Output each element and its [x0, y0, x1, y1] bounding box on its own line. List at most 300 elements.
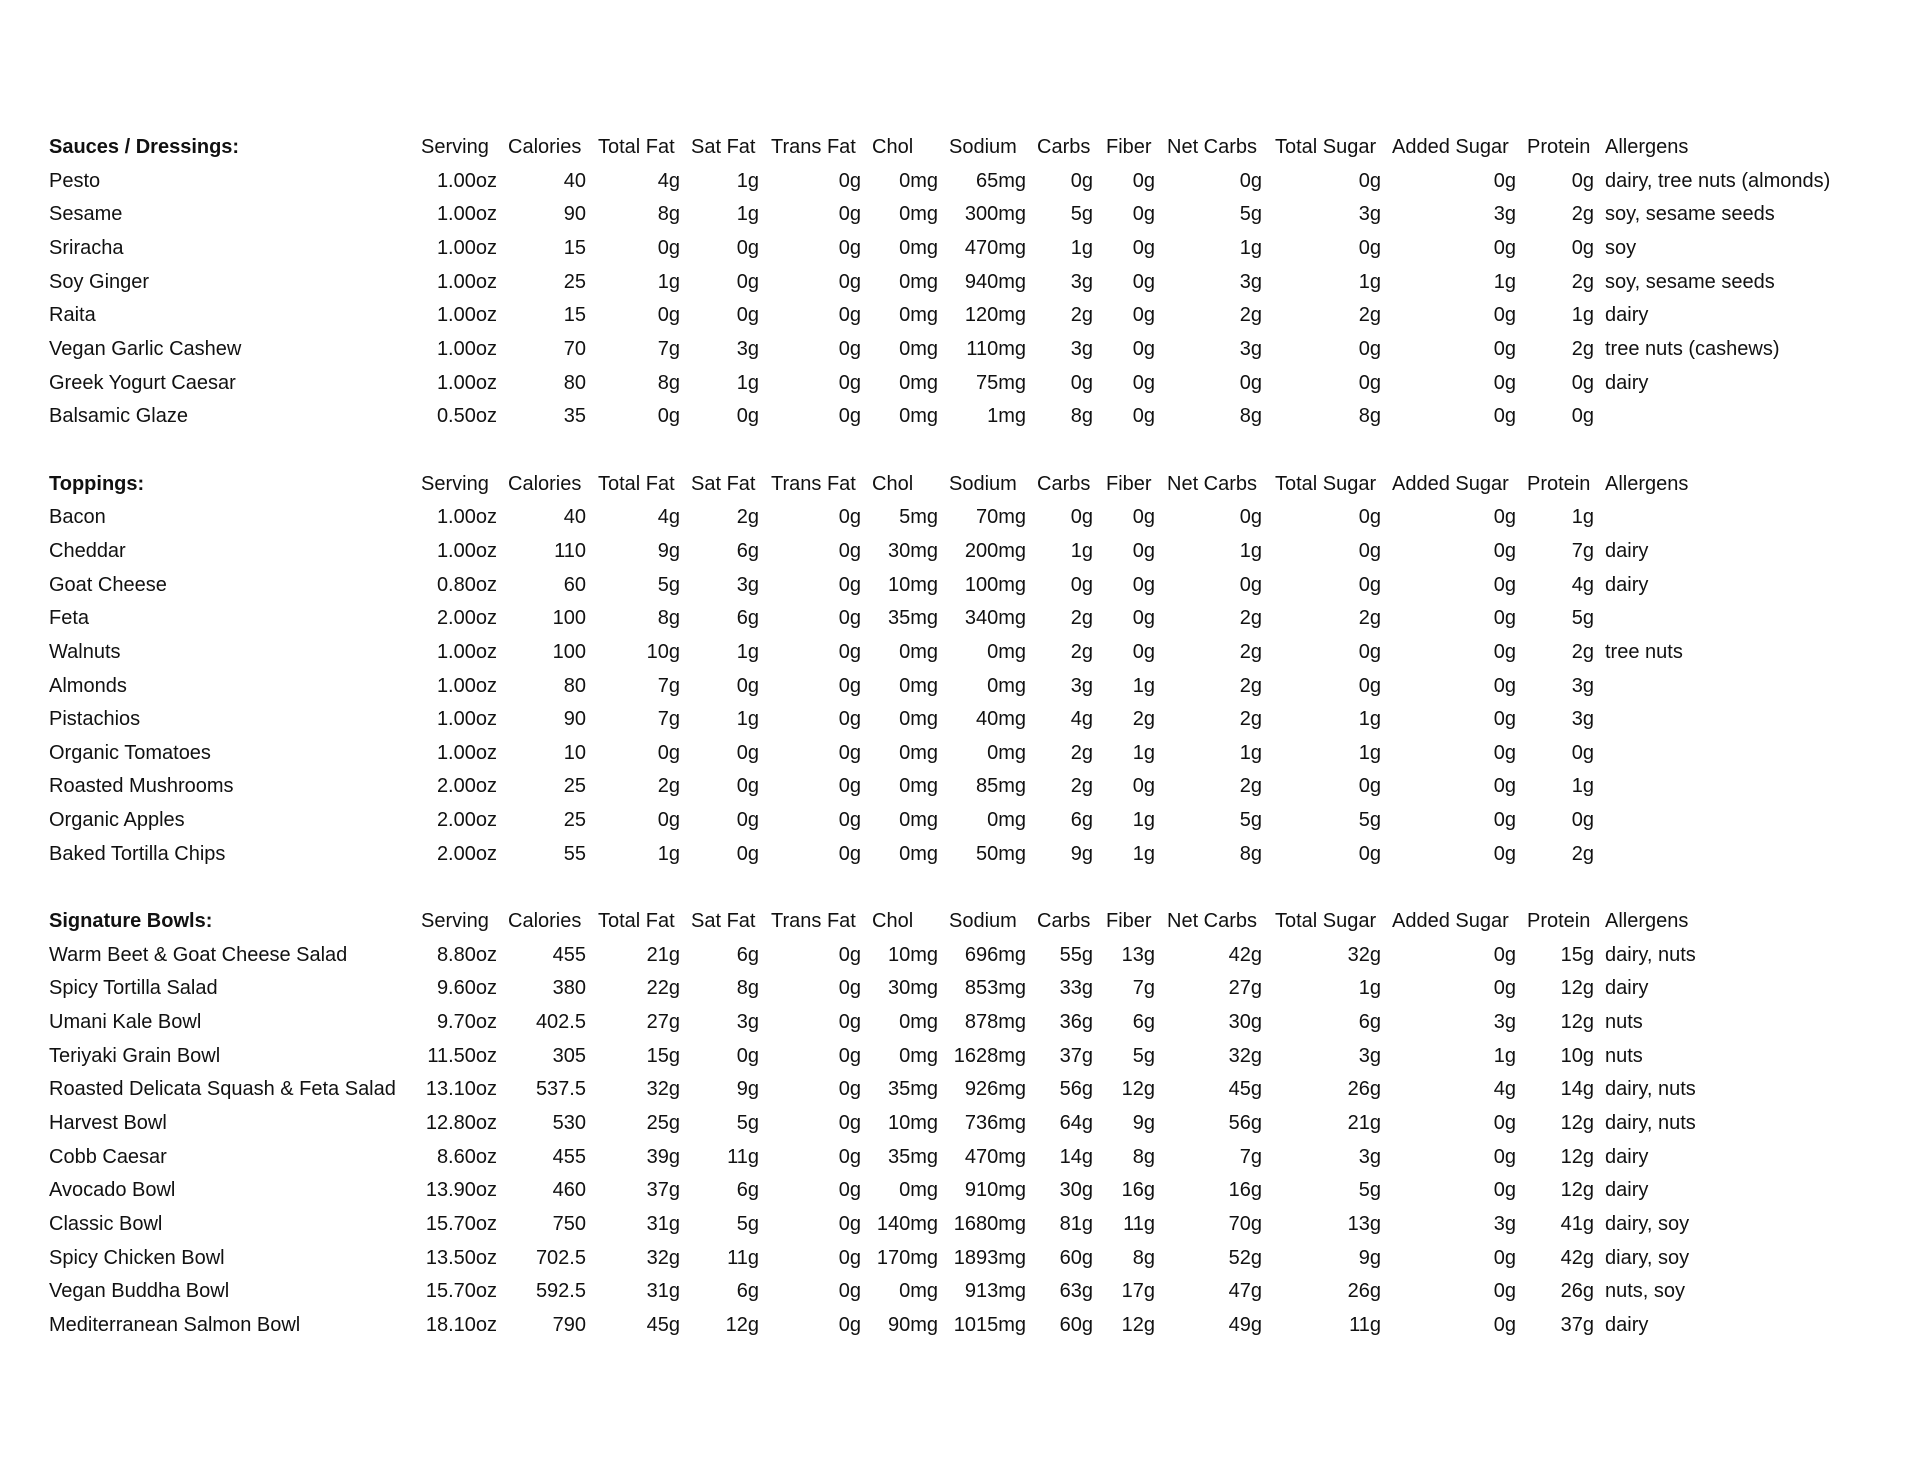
- cell-sat-fat: 0g: [736, 236, 759, 259]
- cell-carbs: 2g: [1070, 741, 1093, 764]
- cell-serving: 15.70oz: [425, 1280, 497, 1303]
- cell-trans-fat: 0g: [838, 236, 861, 259]
- cell-added-sugar: 0g: [1493, 1246, 1516, 1269]
- cell-item-name: Pesto: [49, 169, 101, 192]
- cell-total-fat: 22g: [646, 977, 680, 1000]
- cell-protein: 1g: [1571, 506, 1594, 529]
- cell-sodium: 736mg: [964, 1112, 1026, 1135]
- cell-added-sugar: 0g: [1493, 304, 1516, 327]
- cell-protein: 1g: [1571, 304, 1594, 327]
- cell-sat-fat: 12g: [725, 1313, 759, 1336]
- section-header-row: [0, 905, 1920, 939]
- cell-total-fat: 8g: [657, 371, 680, 394]
- cell-chol: 140mg: [876, 1213, 938, 1235]
- cell-fiber: 0g: [1132, 270, 1155, 293]
- cell-sat-fat: 6g: [736, 607, 759, 630]
- cell-calories: 25: [563, 809, 586, 832]
- cell-added-sugar: 0g: [1493, 741, 1516, 764]
- cell-chol: 30mg: [887, 539, 938, 562]
- table-row: [0, 737, 1920, 771]
- cell-total-sugar: 0g: [1358, 539, 1381, 562]
- cell-net-carbs: 7g: [1239, 1145, 1262, 1168]
- cell-allergens: dairy, tree nuts (almonds): [1605, 169, 1831, 192]
- table-row: [0, 1309, 1920, 1343]
- cell-allergens: nuts: [1605, 1044, 1643, 1067]
- cell-net-carbs: 30g: [1228, 1011, 1262, 1034]
- cell-fiber: 0g: [1132, 506, 1155, 529]
- column-header-added-sugar: Added Sugar: [1392, 910, 1509, 933]
- cell-total-sugar: 8g: [1358, 405, 1381, 428]
- cell-trans-fat: 0g: [838, 1179, 861, 1202]
- cell-total-fat: 0g: [657, 405, 680, 428]
- column-header-allergens: Allergens: [1605, 472, 1689, 495]
- cell-chol: 0mg: [899, 270, 938, 293]
- cell-calories: 100: [552, 607, 586, 630]
- cell-net-carbs: 16g: [1228, 1179, 1262, 1202]
- cell-calories: 25: [563, 775, 586, 798]
- cell-sat-fat: 0g: [736, 674, 759, 697]
- column-header-total-sugar: Total Sugar: [1275, 472, 1377, 495]
- cell-protein: 3g: [1571, 674, 1594, 697]
- cell-carbs: 4g: [1070, 708, 1093, 731]
- cell-sodium: 696mg: [964, 943, 1026, 966]
- cell-carbs: 0g: [1070, 371, 1093, 394]
- cell-net-carbs: 3g: [1239, 270, 1262, 293]
- cell-sat-fat: 1g: [736, 169, 759, 192]
- section-title: Toppings:: [49, 472, 145, 495]
- section-title: Signature Bowls:: [49, 910, 213, 933]
- table-row: [0, 636, 1920, 670]
- cell-trans-fat: 0g: [838, 573, 861, 596]
- cell-net-carbs: 1g: [1239, 236, 1262, 259]
- cell-net-carbs: 49g: [1228, 1313, 1262, 1336]
- cell-protein: 0g: [1571, 371, 1594, 394]
- column-header-allergens: Allergens: [1605, 136, 1689, 158]
- table-row: [0, 232, 1920, 266]
- cell-serving: 2.00oz: [436, 809, 497, 832]
- cell-total-sugar: 1g: [1358, 270, 1381, 293]
- cell-total-fat: 8g: [657, 607, 680, 630]
- cell-calories: 790: [552, 1313, 586, 1336]
- cell-carbs: 30g: [1059, 1179, 1093, 1202]
- cell-added-sugar: 0g: [1493, 1145, 1516, 1168]
- cell-total-sugar: 3g: [1358, 1145, 1381, 1168]
- cell-sodium: 100mg: [964, 573, 1026, 596]
- cell-item-name: Mediterranean Salmon Bowl: [49, 1313, 301, 1336]
- cell-added-sugar: 3g: [1493, 1011, 1516, 1034]
- cell-calories: 380: [552, 977, 586, 1000]
- cell-fiber: 1g: [1132, 809, 1155, 832]
- column-header-serving: Serving: [421, 136, 489, 158]
- column-header-sodium: Sodium: [949, 136, 1017, 158]
- cell-item-name: Classic Bowl: [49, 1213, 163, 1235]
- cell-serving: 18.10oz: [425, 1313, 497, 1336]
- cell-protein: 12g: [1560, 1011, 1594, 1034]
- column-header-sodium: Sodium: [949, 472, 1017, 495]
- cell-added-sugar: 0g: [1493, 371, 1516, 394]
- cell-item-name: Harvest Bowl: [49, 1112, 167, 1135]
- cell-serving: 13.50oz: [425, 1246, 497, 1269]
- cell-trans-fat: 0g: [838, 304, 861, 327]
- cell-carbs: 0g: [1070, 573, 1093, 596]
- cell-protein: 2g: [1571, 270, 1594, 293]
- cell-chol: 35mg: [887, 607, 938, 630]
- cell-total-sugar: 3g: [1358, 1044, 1381, 1067]
- column-header-allergens: Allergens: [1605, 910, 1689, 933]
- cell-calories: 15: [563, 304, 586, 327]
- cell-fiber: 8g: [1132, 1145, 1155, 1168]
- cell-sodium: 913mg: [964, 1280, 1026, 1303]
- cell-trans-fat: 0g: [838, 977, 861, 1000]
- cell-protein: 42g: [1560, 1246, 1594, 1269]
- cell-fiber: 0g: [1132, 405, 1155, 428]
- cell-allergens: dairy: [1605, 977, 1649, 1000]
- cell-carbs: 63g: [1059, 1280, 1093, 1303]
- cell-total-sugar: 2g: [1358, 304, 1381, 327]
- cell-trans-fat: 0g: [838, 842, 861, 865]
- cell-added-sugar: 0g: [1493, 640, 1516, 663]
- cell-net-carbs: 0g: [1239, 371, 1262, 394]
- cell-protein: 0g: [1571, 236, 1594, 259]
- cell-total-sugar: 0g: [1358, 371, 1381, 394]
- cell-sodium: 85mg: [975, 775, 1026, 798]
- cell-total-sugar: 11g: [1349, 1313, 1381, 1336]
- cell-carbs: 60g: [1059, 1313, 1093, 1336]
- cell-total-fat: 7g: [657, 708, 680, 731]
- cell-total-sugar: 21g: [1347, 1112, 1381, 1135]
- table-row: [0, 1174, 1920, 1208]
- cell-sodium: 878mg: [964, 1011, 1026, 1034]
- cell-net-carbs: 1g: [1239, 741, 1262, 764]
- cell-sodium: 120mg: [964, 304, 1026, 327]
- cell-protein: 12g: [1560, 1145, 1594, 1168]
- cell-sodium: 0mg: [987, 809, 1026, 832]
- cell-protein: 37g: [1560, 1313, 1594, 1336]
- column-header-protein: Protein: [1527, 136, 1591, 158]
- cell-carbs: 2g: [1070, 304, 1093, 327]
- cell-sodium: 910mg: [964, 1179, 1026, 1202]
- cell-total-fat: 32g: [646, 1078, 680, 1101]
- cell-serving: 1.00oz: [436, 539, 497, 562]
- cell-carbs: 64g: [1059, 1112, 1093, 1135]
- cell-sat-fat: 1g: [736, 371, 759, 394]
- cell-added-sugar: 0g: [1493, 1280, 1516, 1303]
- cell-fiber: 0g: [1132, 169, 1155, 192]
- cell-net-carbs: 27g: [1228, 977, 1262, 1000]
- cell-net-carbs: 5g: [1239, 203, 1262, 226]
- table-row: [0, 367, 1920, 401]
- table-row: [0, 165, 1920, 199]
- cell-serving: 1.00oz: [436, 741, 497, 764]
- cell-added-sugar: 0g: [1493, 539, 1516, 562]
- cell-chol: 0mg: [899, 1044, 938, 1067]
- cell-trans-fat: 0g: [838, 1145, 861, 1168]
- cell-fiber: 5g: [1132, 1044, 1155, 1067]
- cell-added-sugar: 0g: [1493, 405, 1516, 428]
- cell-chol: 0mg: [899, 1179, 938, 1202]
- cell-chol: 35mg: [887, 1145, 938, 1168]
- cell-trans-fat: 0g: [838, 539, 861, 562]
- cell-serving: 0.80oz: [436, 573, 497, 596]
- cell-item-name: Warm Beet & Goat Cheese Salad: [49, 943, 348, 966]
- cell-net-carbs: 0g: [1239, 573, 1262, 596]
- cell-carbs: 14g: [1059, 1145, 1093, 1168]
- cell-total-sugar: 0g: [1358, 775, 1381, 798]
- cell-sat-fat: 11g: [727, 1246, 759, 1269]
- column-header-sat-fat: Sat Fat: [691, 136, 756, 158]
- column-header-trans-fat: Trans Fat: [771, 910, 856, 933]
- cell-serving: 1.00oz: [436, 203, 497, 226]
- cell-allergens: dairy: [1605, 304, 1649, 327]
- table-row: [0, 1107, 1920, 1141]
- cell-fiber: 17g: [1121, 1280, 1155, 1303]
- cell-calories: 25: [563, 270, 586, 293]
- cell-total-fat: 21g: [646, 943, 680, 966]
- cell-total-fat: 0g: [657, 809, 680, 832]
- cell-total-fat: 8g: [657, 203, 680, 226]
- cell-net-carbs: 2g: [1239, 640, 1262, 663]
- cell-serving: 8.80oz: [436, 943, 497, 966]
- cell-protein: 1g: [1571, 775, 1594, 798]
- cell-serving: 1.00oz: [436, 236, 497, 259]
- cell-sodium: 1628mg: [953, 1044, 1026, 1067]
- cell-protein: 15g: [1560, 943, 1594, 966]
- cell-sat-fat: 0g: [736, 405, 759, 428]
- nutrition-table: [0, 131, 1920, 1343]
- cell-sat-fat: 0g: [736, 842, 759, 865]
- cell-fiber: 0g: [1132, 371, 1155, 394]
- cell-trans-fat: 0g: [838, 337, 861, 360]
- cell-added-sugar: 0g: [1493, 674, 1516, 697]
- cell-item-name: Soy Ginger: [49, 270, 150, 293]
- cell-sodium: 926mg: [964, 1078, 1026, 1101]
- cell-sat-fat: 1g: [736, 203, 759, 226]
- cell-sodium: 110mg: [966, 337, 1026, 360]
- cell-protein: 7g: [1571, 539, 1594, 562]
- cell-trans-fat: 0g: [838, 1313, 861, 1336]
- cell-sodium: 75mg: [975, 371, 1026, 394]
- table-row: [0, 299, 1920, 333]
- cell-trans-fat: 0g: [838, 1011, 861, 1034]
- cell-sat-fat: 6g: [736, 1280, 759, 1303]
- cell-fiber: 0g: [1132, 607, 1155, 630]
- column-header-chol: Chol: [872, 472, 914, 495]
- column-header-added-sugar: Added Sugar: [1392, 472, 1509, 495]
- cell-carbs: 0g: [1070, 169, 1093, 192]
- cell-protein: 41g: [1560, 1213, 1594, 1235]
- cell-total-fat: 1g: [657, 270, 680, 293]
- cell-trans-fat: 0g: [838, 1044, 861, 1067]
- cell-chol: 0mg: [899, 1011, 938, 1034]
- cell-trans-fat: 0g: [838, 741, 861, 764]
- column-header-fiber: Fiber: [1106, 910, 1152, 933]
- column-header-sat-fat: Sat Fat: [691, 910, 756, 933]
- cell-carbs: 2g: [1070, 640, 1093, 663]
- section-spacer: [0, 871, 1920, 905]
- cell-item-name: Bacon: [49, 506, 106, 529]
- cell-total-fat: 4g: [657, 506, 680, 529]
- cell-serving: 1.00oz: [436, 270, 497, 293]
- cell-sat-fat: 6g: [736, 1179, 759, 1202]
- cell-carbs: 3g: [1070, 337, 1093, 360]
- cell-total-fat: 0g: [657, 304, 680, 327]
- cell-sodium: 0mg: [987, 640, 1026, 663]
- cell-fiber: 1g: [1132, 842, 1155, 865]
- cell-protein: 0g: [1571, 405, 1594, 428]
- cell-total-fat: 37g: [646, 1179, 680, 1202]
- cell-chol: 10mg: [887, 1112, 938, 1135]
- cell-added-sugar: 4g: [1493, 1078, 1516, 1101]
- column-header-calories: Calories: [508, 136, 582, 158]
- table-row: [0, 400, 1920, 434]
- cell-added-sugar: 0g: [1493, 1313, 1516, 1336]
- cell-calories: 60: [563, 573, 586, 596]
- cell-sodium: 0mg: [987, 741, 1026, 764]
- cell-chol: 0mg: [899, 304, 938, 327]
- cell-carbs: 2g: [1070, 775, 1093, 798]
- cell-fiber: 1g: [1132, 674, 1155, 697]
- cell-serving: 1.00oz: [436, 169, 497, 192]
- cell-allergens: dairy, nuts: [1605, 1112, 1696, 1135]
- cell-fiber: 0g: [1132, 236, 1155, 259]
- cell-allergens: dairy, soy: [1605, 1213, 1690, 1235]
- cell-sodium: 1680mg: [953, 1213, 1026, 1235]
- cell-trans-fat: 0g: [838, 371, 861, 394]
- cell-net-carbs: 0g: [1239, 169, 1262, 192]
- cell-calories: 90: [563, 708, 586, 731]
- cell-total-fat: 5g: [657, 573, 680, 596]
- cell-item-name: Spicy Tortilla Salad: [49, 977, 218, 1000]
- cell-serving: 11.50oz: [427, 1044, 497, 1067]
- cell-sat-fat: 5g: [736, 1213, 759, 1235]
- cell-chol: 0mg: [899, 371, 938, 394]
- cell-carbs: 9g: [1070, 842, 1093, 865]
- cell-serving: 13.90oz: [425, 1179, 497, 1202]
- cell-serving: 0.50oz: [436, 405, 497, 428]
- cell-added-sugar: 0g: [1493, 842, 1516, 865]
- cell-total-fat: 4g: [657, 169, 680, 192]
- cell-total-sugar: 5g: [1358, 809, 1381, 832]
- cell-calories: 80: [563, 674, 586, 697]
- cell-total-fat: 39g: [646, 1145, 680, 1168]
- cell-protein: 0g: [1571, 169, 1594, 192]
- cell-chol: 0mg: [899, 741, 938, 764]
- cell-calories: 10: [563, 741, 586, 764]
- cell-fiber: 16g: [1121, 1179, 1155, 1202]
- cell-sat-fat: 0g: [736, 775, 759, 798]
- cell-chol: 0mg: [899, 337, 938, 360]
- cell-allergens: dairy: [1605, 1179, 1649, 1202]
- cell-sat-fat: 0g: [736, 741, 759, 764]
- cell-added-sugar: 1g: [1493, 1044, 1516, 1067]
- cell-calories: 460: [552, 1179, 586, 1202]
- table-row: [0, 1242, 1920, 1276]
- cell-item-name: Goat Cheese: [49, 573, 167, 596]
- cell-total-sugar: 0g: [1358, 573, 1381, 596]
- cell-chol: 90mg: [887, 1313, 938, 1336]
- cell-protein: 3g: [1571, 708, 1594, 731]
- cell-added-sugar: 0g: [1493, 775, 1516, 798]
- cell-item-name: Walnuts: [49, 640, 121, 663]
- column-header-chol: Chol: [872, 136, 914, 158]
- cell-serving: 1.00oz: [436, 506, 497, 529]
- cell-calories: 55: [563, 842, 586, 865]
- cell-chol: 10mg: [887, 943, 938, 966]
- cell-carbs: 56g: [1059, 1078, 1093, 1101]
- cell-allergens: soy: [1605, 236, 1637, 259]
- cell-calories: 702.5: [535, 1246, 586, 1269]
- table-row: [0, 804, 1920, 838]
- cell-sat-fat: 11g: [727, 1145, 759, 1168]
- cell-item-name: Cheddar: [49, 539, 126, 562]
- column-header-carbs: Carbs: [1037, 136, 1091, 158]
- cell-total-sugar: 6g: [1358, 1011, 1381, 1034]
- cell-sat-fat: 1g: [736, 708, 759, 731]
- cell-serving: 1.00oz: [436, 708, 497, 731]
- cell-calories: 402.5: [535, 1011, 586, 1034]
- cell-total-sugar: 26g: [1347, 1280, 1381, 1303]
- cell-item-name: Pistachios: [49, 708, 141, 731]
- cell-serving: 1.00oz: [436, 371, 497, 394]
- cell-added-sugar: 0g: [1493, 607, 1516, 630]
- cell-trans-fat: 0g: [838, 640, 861, 663]
- cell-trans-fat: 0g: [838, 607, 861, 630]
- cell-trans-fat: 0g: [838, 169, 861, 192]
- column-header-net-carbs: Net Carbs: [1167, 136, 1258, 158]
- cell-total-fat: 27g: [646, 1011, 680, 1034]
- cell-net-carbs: 1g: [1239, 539, 1262, 562]
- cell-net-carbs: 47g: [1228, 1280, 1262, 1303]
- cell-sodium: 1015mg: [953, 1313, 1026, 1336]
- column-header-chol: Chol: [872, 910, 914, 933]
- cell-item-name: Sriracha: [49, 236, 124, 259]
- cell-chol: 0mg: [899, 405, 938, 428]
- cell-total-fat: 15g: [646, 1044, 680, 1067]
- cell-sat-fat: 6g: [736, 943, 759, 966]
- cell-allergens: dairy: [1605, 1313, 1649, 1336]
- cell-sat-fat: 0g: [736, 270, 759, 293]
- table-row: [0, 703, 1920, 737]
- cell-serving: 12.80oz: [425, 1112, 497, 1135]
- cell-trans-fat: 0g: [838, 1112, 861, 1135]
- cell-chol: 0mg: [899, 236, 938, 259]
- cell-calories: 110: [554, 539, 586, 562]
- cell-serving: 2.00oz: [436, 775, 497, 798]
- cell-protein: 0g: [1571, 809, 1594, 832]
- cell-allergens: soy, sesame seeds: [1605, 203, 1775, 226]
- cell-sat-fat: 0g: [736, 1044, 759, 1067]
- cell-net-carbs: 0g: [1239, 506, 1262, 529]
- cell-carbs: 3g: [1070, 674, 1093, 697]
- cell-chol: 0mg: [899, 708, 938, 731]
- cell-total-sugar: 1g: [1358, 977, 1381, 1000]
- cell-total-sugar: 1g: [1358, 708, 1381, 731]
- cell-chol: 0mg: [899, 640, 938, 663]
- cell-trans-fat: 0g: [838, 270, 861, 293]
- cell-fiber: 0g: [1132, 539, 1155, 562]
- cell-calories: 455: [552, 943, 586, 966]
- cell-fiber: 2g: [1132, 708, 1155, 731]
- cell-total-sugar: 0g: [1358, 337, 1381, 360]
- cell-carbs: 81g: [1059, 1213, 1093, 1235]
- cell-net-carbs: 2g: [1239, 775, 1262, 798]
- cell-item-name: Baked Tortilla Chips: [49, 842, 226, 865]
- column-header-sodium: Sodium: [949, 910, 1017, 933]
- cell-added-sugar: 1g: [1493, 270, 1516, 293]
- column-header-added-sugar: Added Sugar: [1392, 136, 1509, 158]
- table-row: [0, 1208, 1920, 1242]
- cell-total-sugar: 3g: [1358, 203, 1381, 226]
